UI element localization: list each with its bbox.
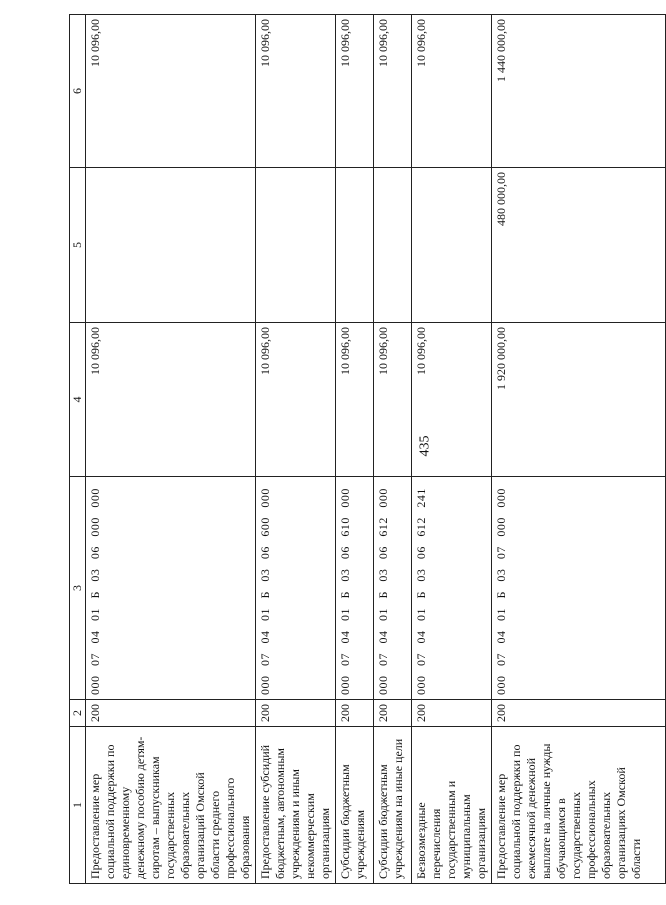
row-col6: 10 096,00 (412, 15, 492, 168)
page-number: 435 (417, 435, 433, 457)
row-col5 (336, 168, 374, 323)
header-col-5: 5 (70, 168, 86, 323)
row-name: Предоставление мер социальной поддержки по единовременному денежному пособию детям-сиротам – выпускникам государственных образовательных организаций Омской области среднего профессионального образования (86, 727, 256, 884)
row-kbk: 000 07 04 01 Б 03 06 610 000 (336, 477, 374, 700)
table-row (86, 15, 256, 884)
row-col6: 10 096,00 (336, 15, 374, 168)
row-kbk: 000 07 04 01 Б 03 07 000 000 (492, 477, 666, 700)
row-col4: 10 096,00 (412, 323, 492, 477)
row-col6: 10 096,00 (256, 15, 336, 168)
row-code: 200 (256, 700, 336, 727)
row-col6: 1 440 000,00 (492, 15, 666, 168)
header-col-3: 3 (70, 477, 86, 700)
table-row (256, 15, 336, 884)
row-code: 200 (336, 700, 374, 727)
table-row (374, 15, 412, 884)
row-col5 (86, 168, 256, 323)
header-col-6: 6 (70, 15, 86, 168)
row-col4: 10 096,00 (256, 323, 336, 477)
row-name: Безвозмездные перечисления государственным и муниципальным организациям (412, 727, 492, 884)
row-col5 (374, 168, 412, 323)
row-kbk: 000 07 04 01 Б 03 06 612 000 (374, 477, 412, 700)
row-col4: 10 096,00 (86, 323, 256, 477)
budget-table-rotated (69, 15, 643, 884)
row-kbk: 000 07 04 01 Б 03 06 000 000 (86, 477, 256, 700)
header-row (70, 15, 86, 884)
row-col5 (412, 168, 492, 323)
row-col6: 10 096,00 (86, 15, 256, 168)
row-name: Предоставление мер социальной поддержки по ежемесячной денежной выплате на личные нужды обучающимся в государственных профессиональных образовательных организациях Омской области (492, 727, 666, 884)
row-col4: 1 920 000,00 (492, 323, 666, 477)
table-row (412, 15, 492, 884)
row-kbk: 000 07 04 01 Б 03 06 600 000 (256, 477, 336, 700)
row-col5: 480 000,00 (492, 168, 666, 323)
row-col5 (256, 168, 336, 323)
budget-table (69, 14, 666, 884)
header-col-1: 1 (70, 727, 86, 884)
row-code: 200 (492, 700, 666, 727)
row-code: 200 (374, 700, 412, 727)
row-name: Субсидии бюджетным учреждениям на иные цели (374, 727, 412, 884)
table-row (336, 15, 374, 884)
table-row (492, 15, 666, 884)
row-col6: 10 096,00 (374, 15, 412, 168)
header-col-4: 4 (70, 323, 86, 477)
row-code: 200 (86, 700, 256, 727)
row-col4: 10 096,00 (374, 323, 412, 477)
header-col-2: 2 (70, 700, 86, 727)
row-col4: 10 096,00 (336, 323, 374, 477)
row-name: Предоставление субсидий бюджетным, автономным учреждениям и иным некоммерческим организациям (256, 727, 336, 884)
row-name: Субсидии бюджетным учреждениям (336, 727, 374, 884)
row-kbk: 000 07 04 01 Б 03 06 612 241 (412, 477, 492, 700)
row-code: 200 (412, 700, 492, 727)
